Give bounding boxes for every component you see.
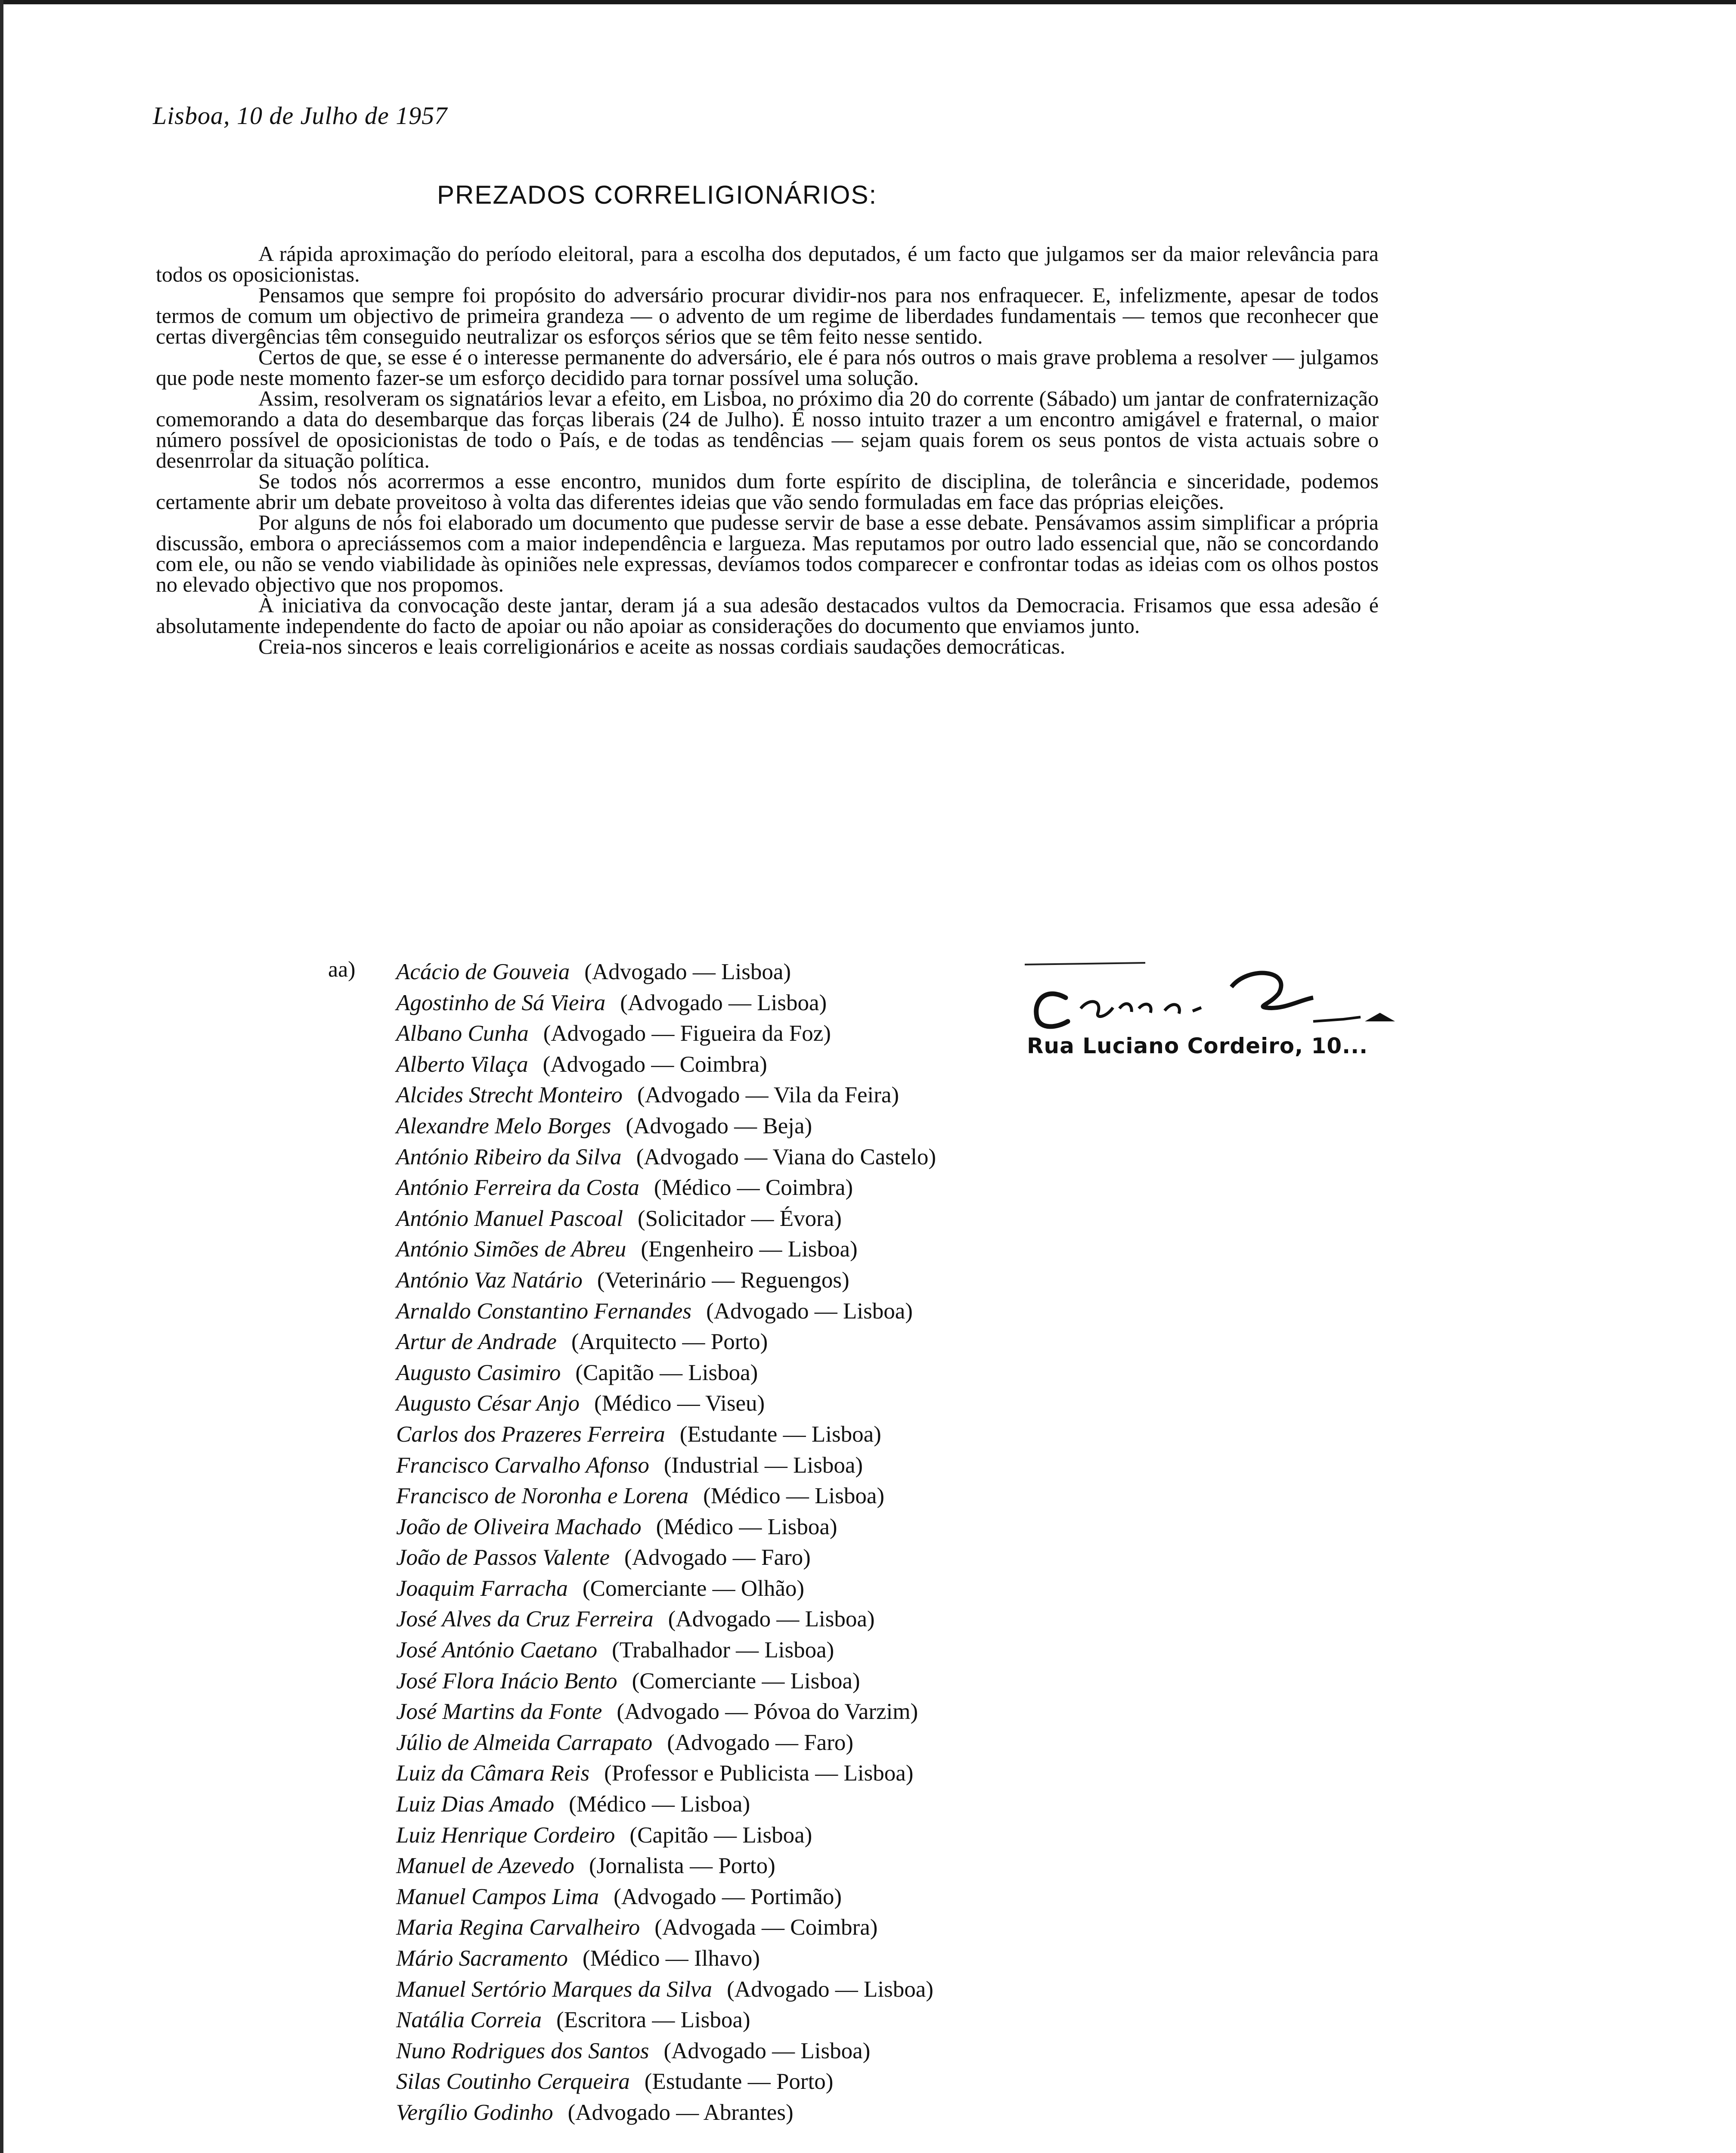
signatory-role: (Médico — Ilhavo) xyxy=(582,1946,760,1971)
paragraph: Se todos nós acorrermos a esse encontro, munidos dum forte espírito de disciplina, de tolerância e sinceridade, podemos certamente abrir um debate proveitoso à volta das diferentes ideias que vão sendo formuladas em face das próprias eleições. xyxy=(156,469,1379,514)
signatory-name: José Flora Inácio Bento xyxy=(396,1668,617,1694)
signatory-name: João de Oliveira Machado xyxy=(396,1514,642,1539)
signatory-role: (Médico — Lisboa) xyxy=(656,1514,837,1539)
signatory-role: (Médico — Viseu) xyxy=(594,1391,765,1416)
signatory-item xyxy=(396,1635,936,1666)
salutation-heading: PREZADOS CORRELIGIONÁRIOS: xyxy=(437,180,877,209)
paragraph: Pensamos que sempre foi propósito do adversário procurar dividir-nos para nos enfraquecer. E, infelizmente, apesar de todos termos de comum um objectivo de primeira grandeza — o advento de um regime de liberdades fundamentais — temos que reconhecer que certas divergências têm conseguido neutralizar os esforços sérios que se têm feito nesse sentido. xyxy=(156,283,1379,348)
signatory-role: (Engenheiro — Lisboa) xyxy=(641,1237,858,1262)
signatory-name: Manuel Campos Lima xyxy=(396,1884,599,1909)
signatory-item xyxy=(396,1419,936,1450)
signatory-role: (Advogado — Lisboa) xyxy=(727,1976,933,2002)
signatory-role: (Advogado — Beja) xyxy=(626,1113,812,1139)
signatory-role: (Advogado — Lisboa) xyxy=(668,1607,875,1632)
signatory-item xyxy=(396,1542,936,1573)
signatory-list xyxy=(396,957,936,2128)
signatory-item xyxy=(396,1296,936,1327)
signatory-item xyxy=(396,1111,936,1142)
signatory-item xyxy=(396,1450,936,1481)
signatory-item xyxy=(396,2097,936,2128)
paragraph: Assim, resolveram os signatários levar a efeito, em Lisboa, no próximo dia 20 do corrente (Sábado) um jantar de confraternização comemorando a data do desembarque das forças liberais (24 de Julho). É nosso intuito trazer a um encontro amigável e fraternal, o maior número possível de oposicionistas de todo o País, e de todas as tendências — sejam quais forem os seus pontos de vista actuais sobre o desenrrolar da situação política. xyxy=(156,386,1379,472)
signatory-role: (Capitão — Lisboa) xyxy=(575,1360,758,1385)
scan-edge-left xyxy=(0,0,3,2153)
signatory-role: (Advogada — Coimbra) xyxy=(654,1915,878,1940)
signatory-name: Alcides Strecht Monteiro xyxy=(396,1083,623,1108)
signatory-name: Luiz Henrique Cordeiro xyxy=(396,1822,615,1848)
signatory-role: (Médico — Lisboa) xyxy=(569,1792,750,1817)
paragraph: A rápida aproximação do período eleitoral, para a escolha dos deputados, é um facto que julgamos ser da maior relevância para todos os oposicionistas. xyxy=(156,242,1379,286)
signatory-item xyxy=(396,988,936,1019)
signatory-role: (Professor e Publicista — Lisboa) xyxy=(604,1761,914,1786)
signatory-role: (Jornalista — Porto) xyxy=(589,1853,775,1879)
signatory-role: (Advogado — Vila da Feira) xyxy=(637,1083,899,1108)
signatory-item xyxy=(396,1049,936,1080)
signatory-role: (Estudante — Porto) xyxy=(644,2069,834,2094)
signatory-item xyxy=(396,1358,936,1389)
paragraph: Certos de que, se esse é o interesse permanente do adversário, ele é para nós outros o mais grave problema a resolver — julgamos que pode neste momento fazer-se um esforço decidido para tornar possível uma solução. xyxy=(156,345,1379,390)
signatory-name: José Martins da Fonte xyxy=(396,1699,602,1725)
place-date: Lisboa, 10 de Julho de 1957 xyxy=(153,102,448,130)
signatory-item xyxy=(396,1697,936,1728)
signatory-name: José António Caetano xyxy=(396,1638,598,1663)
signatory-role: (Advogado — Lisboa) xyxy=(620,990,827,1015)
paragraph: Por alguns de nós foi elaborado um documento que pudesse servir de base a esse debate. Pensávamos assim simplificar a própria discussão, embora o apreciássemos com a maior independência e largueza. Mas reputamos por outro lado essencial que, não se concordando com ele, ou não se vendo viabilidade às opiniões nele expressas, devíamos todos comparecer e confrontar todas as ideias com os olhos postos no elevado objectivo que nos propomos. xyxy=(156,510,1379,596)
signatory-name: Acácio de Gouveia xyxy=(396,959,570,984)
signatory-name: António Vaz Natário xyxy=(396,1267,583,1293)
signatory-item xyxy=(396,2036,936,2067)
signatory-role: (Estudante — Lisboa) xyxy=(679,1421,881,1447)
signatory-item xyxy=(396,1204,936,1235)
signatory-item xyxy=(396,1388,936,1419)
signatory-name: Mário Sacramento xyxy=(396,1946,568,1971)
signatory-role: (Advogado — Lisboa) xyxy=(663,2038,871,2063)
signatory-role: (Médico — Coimbra) xyxy=(654,1175,853,1201)
signatory-name: Joaquim Farracha xyxy=(396,1576,568,1601)
signatory-role: (Advogado — Póvoa do Varzim) xyxy=(617,1699,918,1725)
signatory-item xyxy=(396,1820,936,1851)
signatory-name: António Simões de Abreu xyxy=(396,1237,626,1262)
signatory-item xyxy=(396,957,936,988)
paragraph: Creia-nos sinceros e leais correligionários e aceite as nossas cordiais saudações democráticas. xyxy=(258,634,1066,658)
signatory-item xyxy=(396,1327,936,1358)
signatory-item xyxy=(396,1912,936,1943)
signatory-role: (Advogado — Figueira da Foz) xyxy=(543,1021,831,1046)
signatory-item xyxy=(396,1265,936,1296)
signatory-name: José Alves da Cruz Ferreira xyxy=(396,1607,654,1632)
signatory-role: (Advogado — Portimão) xyxy=(614,1884,842,1909)
signatory-role: (Advogado — Coimbra) xyxy=(542,1052,767,1077)
signatory-name: Vergílio Godinho xyxy=(396,2100,553,2125)
signatory-name: Agostinho de Sá Vieira xyxy=(396,990,606,1015)
signatory-role: (Industrial — Lisboa) xyxy=(663,1452,863,1478)
signatory-name: Manuel Sertório Marques da Silva xyxy=(396,1976,713,2002)
signatory-name: António Ferreira da Costa xyxy=(396,1175,639,1201)
signatory-item xyxy=(396,1851,936,1882)
signatory-item xyxy=(396,1974,936,2005)
signatory-role: (Veterinário — Reguengos) xyxy=(597,1267,849,1293)
signatory-item xyxy=(396,1018,936,1049)
signatory-role: (Solicitador — Évora) xyxy=(637,1206,842,1231)
signatory-role: (Advogado — Lisboa) xyxy=(584,959,791,984)
signatory-name: Augusto Casimiro xyxy=(396,1360,561,1385)
signatory-name: Francisco de Noronha e Lorena xyxy=(396,1483,689,1509)
signatory-role: (Escritora — Lisboa) xyxy=(556,2007,750,2033)
signatory-role: (Advogado — Faro) xyxy=(667,1730,853,1755)
signatory-name: Luiz da Câmara Reis xyxy=(396,1761,590,1786)
signatory-name: António Ribeiro da Silva xyxy=(396,1144,622,1170)
signatory-name: João de Passos Valente xyxy=(396,1545,610,1570)
signatory-role: (Comerciante — Olhão) xyxy=(582,1576,805,1601)
signatory-name: Silas Coutinho Cerqueira xyxy=(396,2069,630,2094)
signatory-role: (Advogado — Faro) xyxy=(624,1545,811,1570)
signatory-item xyxy=(396,2005,936,2036)
signatory-role: (Médico — Lisboa) xyxy=(703,1483,885,1509)
signatory-item xyxy=(396,1173,936,1204)
signatory-role: (Trabalhador — Lisboa) xyxy=(612,1638,834,1663)
signatory-item xyxy=(396,1142,936,1173)
paragraph: À iniciativa da convocação deste jantar, deram já a sua adesão destacados vultos da Democracia. Frisamos que essa adesão é absolutamente independente do facto de apoiar ou não apoiar as considerações do documento que enviamos junto. xyxy=(156,593,1379,638)
letter-body xyxy=(156,243,1379,657)
signatory-item xyxy=(396,1573,936,1604)
signatory-role: (Advogado — Viana do Castelo) xyxy=(636,1144,936,1170)
signatory-name: Albano Cunha xyxy=(396,1021,529,1046)
signatory-item xyxy=(396,2066,936,2097)
signatory-item xyxy=(396,1758,936,1789)
signatory-item xyxy=(396,1789,936,1820)
signatory-name: António Manuel Pascoal xyxy=(396,1206,623,1231)
signatory-name: Júlio de Almeida Carrapato xyxy=(396,1730,653,1755)
signed-marker: aa) xyxy=(328,957,356,982)
signatory-item xyxy=(396,1512,936,1543)
signatory-name: Nuno Rodrigues dos Santos xyxy=(396,2038,649,2063)
signatory-item xyxy=(396,1080,936,1111)
signatory-name: Arnaldo Constantino Fernandes xyxy=(396,1298,692,1324)
signatory-name: Manuel de Azevedo xyxy=(396,1853,575,1879)
signatory-item xyxy=(396,1666,936,1697)
signatory-name: Carlos dos Prazeres Ferreira xyxy=(396,1421,665,1447)
signatory-item xyxy=(396,1882,936,1913)
signatory-item xyxy=(396,1943,936,1974)
signatory-role: (Advogado — Lisboa) xyxy=(706,1298,913,1324)
signatory-item xyxy=(396,1234,936,1265)
signatory-name: Luiz Dias Amado xyxy=(396,1792,555,1817)
signatory-role: (Arquitecto — Porto) xyxy=(571,1329,768,1355)
signatory-item xyxy=(396,1728,936,1759)
signatory-role: (Comerciante — Lisboa) xyxy=(632,1668,860,1694)
signatory-role: (Advogado — Abrantes) xyxy=(567,2100,794,2125)
signatory-item xyxy=(396,1604,936,1635)
signatory-name: Alberto Vilaça xyxy=(396,1052,528,1077)
signatory-role: (Capitão — Lisboa) xyxy=(629,1822,812,1848)
signatory-name: Natália Correia xyxy=(396,2007,542,2033)
signatory-name: Maria Regina Carvalheiro xyxy=(396,1915,640,1940)
signatory-name: Alexandre Melo Borges xyxy=(396,1113,611,1139)
signatory-name: Artur de Andrade xyxy=(396,1329,557,1355)
signatory-item xyxy=(396,1481,936,1512)
address-stamp: Rua Luciano Cordeiro, 10... xyxy=(1027,1033,1368,1058)
signatory-name: Francisco Carvalho Afonso xyxy=(396,1452,649,1478)
signatory-name: Augusto César Anjo xyxy=(396,1391,580,1416)
scan-edge-top xyxy=(0,0,1736,4)
